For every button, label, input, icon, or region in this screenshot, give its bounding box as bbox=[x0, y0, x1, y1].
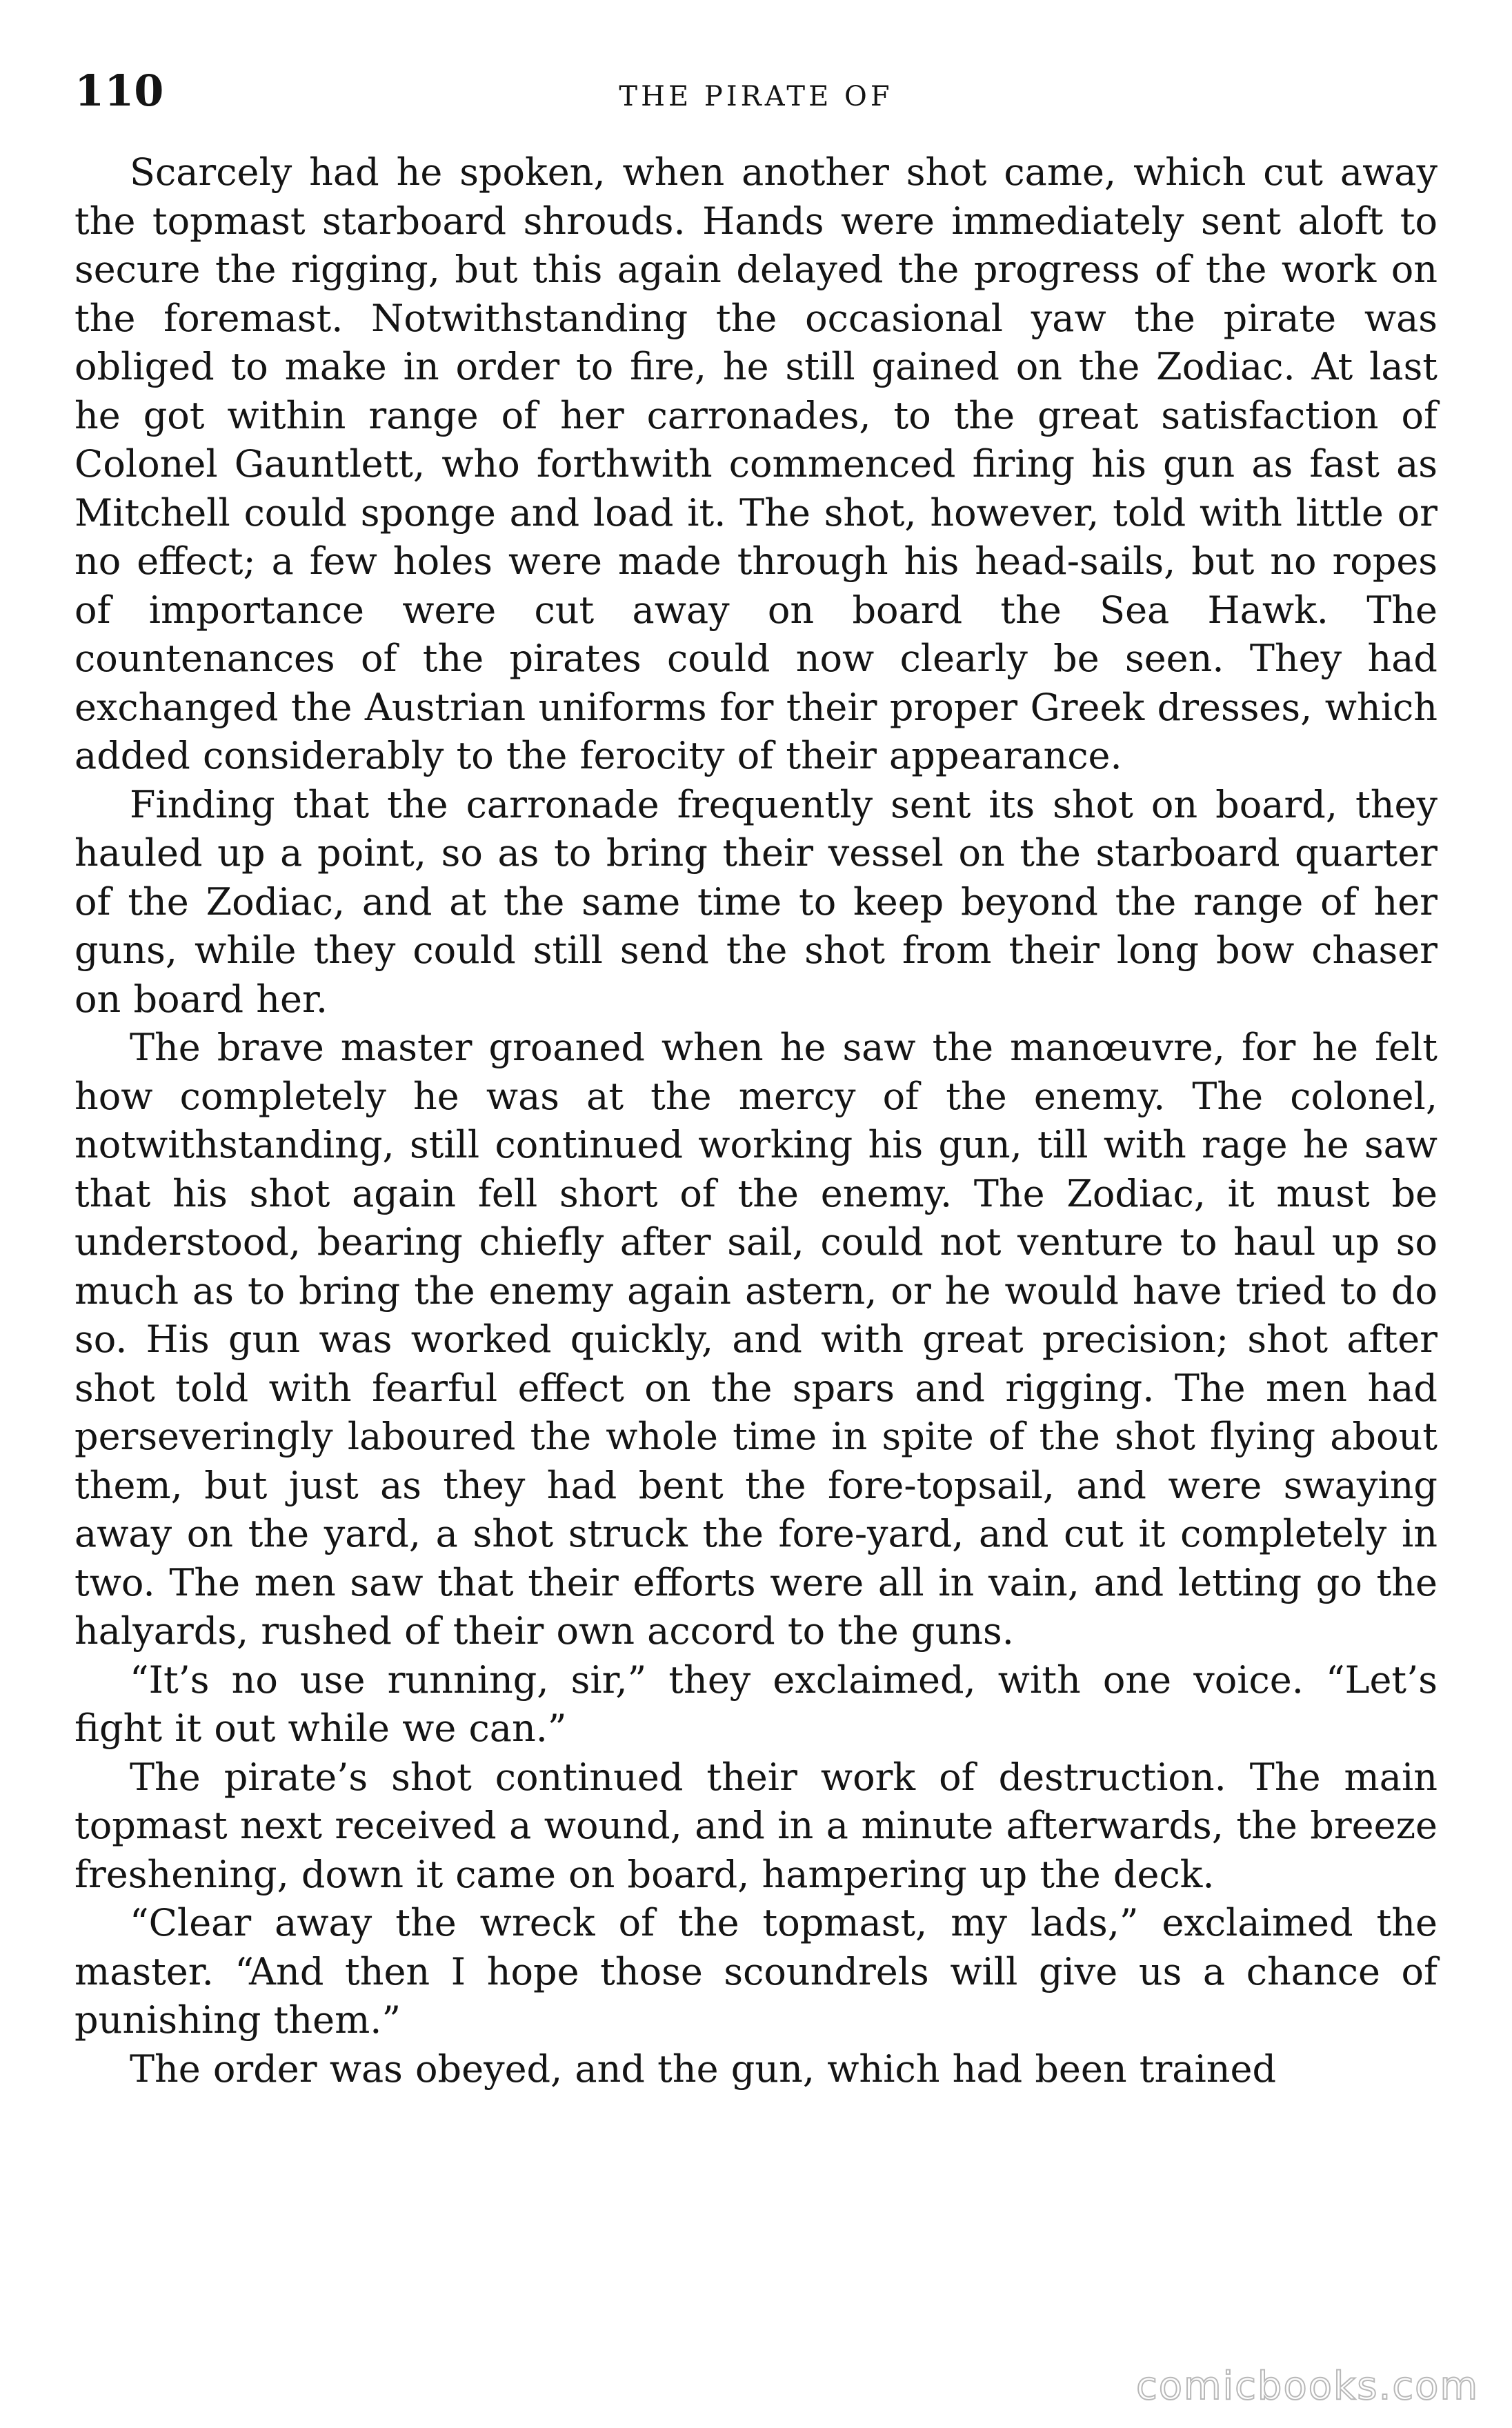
paragraph: Scarcely had he spoken, when another shot came, which cut away the topmast starboard shrouds. Hands were immediately sent aloft to secure the rigging, but this again delayed the progress of the work on the foremast. Notwithstanding the occasional yaw the pirate was obliged to make in order to fire, he still gained on the Zodiac. At last he got within range of her carronades, to the great satisfaction of Colonel Gauntlett, who forthwith commenced firing his gun as fast as Mitchell could sponge and load it. The shot, however, told with little or no effect; a few holes were made through his head-sails, but no ropes of importance were cut away on board the Sea Hawk. The countenances of the pirates could now clearly be seen. They had exchanged the Austrian uniforms for their proper Greek dresses, which added considerably to the ferocity of their appearance. bbox=[74, 150, 1438, 777]
page-header bbox=[74, 63, 1438, 119]
paragraph: The brave master groaned when he saw the manœuvre, for he felt how completely he was at the mercy of the enemy. The colonel, notwithstanding, still continued working his gun, till with rage he saw that his shot again fell short of the enemy. The Zodiac, it must be understood, bearing chiefly after sail, could not venture to haul up so much as to bring the enemy again astern, or he would have tried to do so. His gun was worked quickly, and with great precision; shot after shot told with fearful effect on the spars and rigging. The men had perseveringly laboured the whole time in spite of the shot flying about them, but just as they had bent the fore-topsail, and were swaying away on the yard, a shot struck the fore-yard, and cut it completely in two. The men saw that their efforts were all in vain, and letting go the halyards, rushed of their own accord to the guns. bbox=[74, 1026, 1438, 1653]
paragraph: The pirate’s shot continued their work of destruction. The main topmast next received a wound, and in a minute afterwards, the breeze freshening, down it came on board, hampering up the deck. bbox=[74, 1755, 1438, 1896]
running-head: THE PIRATE OF bbox=[619, 81, 893, 112]
watermark: comicbooks.com bbox=[1135, 2364, 1479, 2409]
paragraph: Finding that the carronade frequently sent its shot on board, they hauled up a point, so as to bring their vessel on the starboard quarter of the Zodiac, and at the same time to keep beyond the range of her guns, while they could still send the shot from their long bow chaser on board her. bbox=[74, 782, 1438, 1021]
dialogue-paragraph: “Clear away the wreck of the topmast, my lads,” exclaimed the master. “And then I hope those scoundrels will give us a chance of punishing them.” bbox=[74, 1901, 1438, 2042]
dialogue-paragraph: “It’s no use running, sir,” they exclaimed, with one voice. “Let’s fight it out while we can.” bbox=[74, 1658, 1438, 1750]
page-number: 110 bbox=[74, 66, 164, 116]
body-text bbox=[74, 148, 1438, 2093]
paragraph: The order was obeyed, and the gun, which had been trained bbox=[130, 2047, 1277, 2091]
